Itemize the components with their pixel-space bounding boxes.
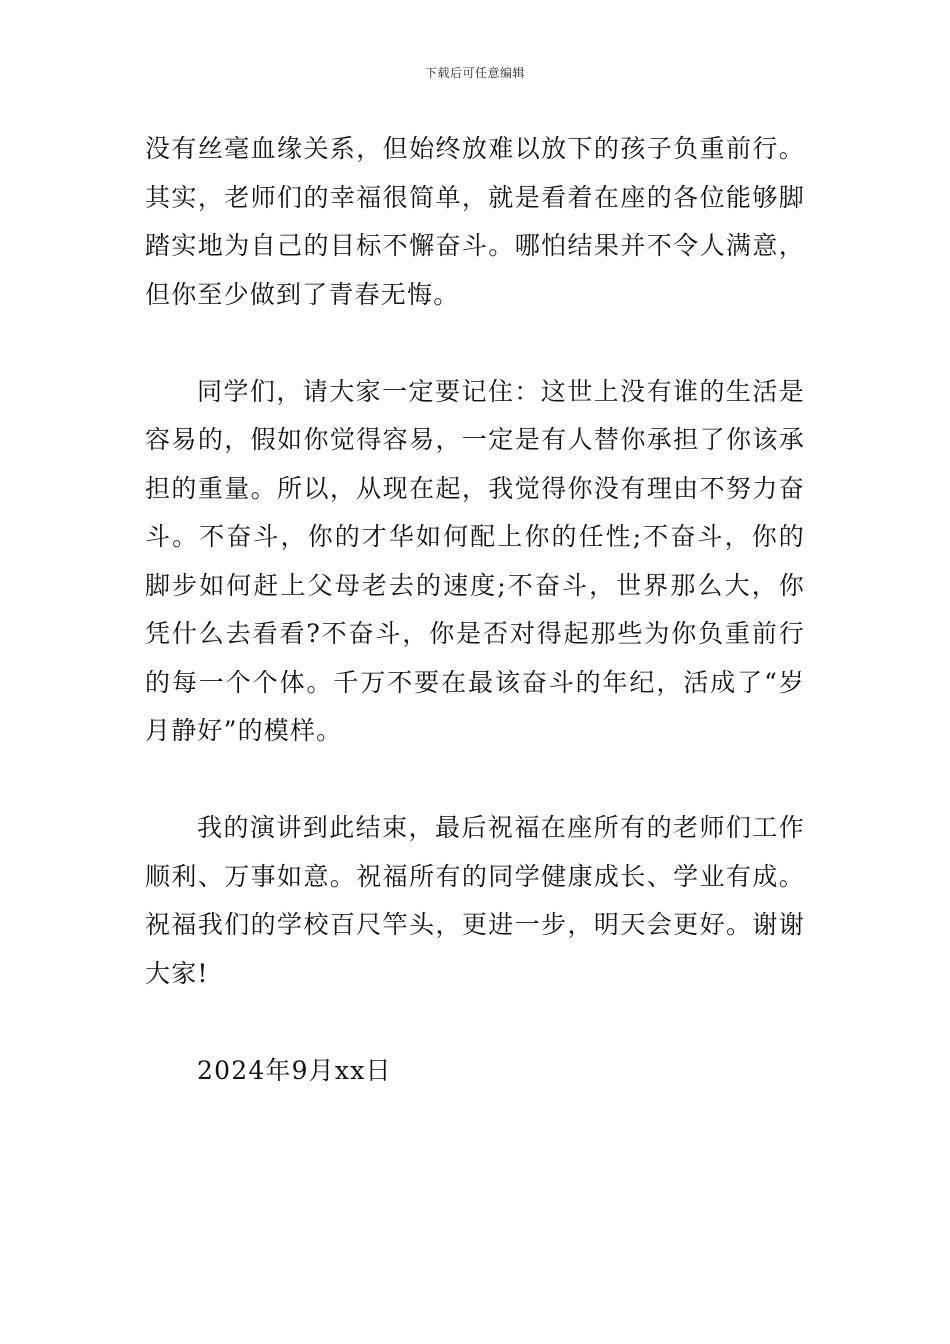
paragraph-advice: 同学们，请大家一定要记住：这世上没有谁的生活是容易的，假如你觉得容易，一定是有人替你承担了你该承担的重量。所以，从现在起，我觉得你没有理由不努力奋斗。不奋斗，你的才华如何配上你的任性;不奋斗，你的脚步如何赶上父母老去的速度;不奋斗，世界那么大，你凭什么去看看?不奋斗，你是否对得起那些为你负重前行的每一个个体。千万不要在最该奋斗的年纪，活成了“岁月静好”的模样。 xyxy=(145,376,805,745)
document-body xyxy=(145,125,805,1095)
paragraph-closing: 我的演讲到此结束，最后祝福在座所有的老师们工作顺利、万事如意。祝福所有的同学健康成长、学业有成。祝福我们的学校百尺竿头，更进一步，明天会更好。谢谢大家! xyxy=(145,813,805,988)
paragraph-spacer xyxy=(145,756,805,805)
page-header: 下载后可任意编辑 xyxy=(424,66,525,80)
paragraph-spacer xyxy=(145,319,805,368)
paragraph-continuation: 没有丝毫血缘关系，但始终放难以放下的孩子负重前行。其实，老师们的幸福很简单，就是看着在座的各位能够脚踏实地为自己的目标不懈奋斗。哪怕结果并不令人满意，但你至少做到了青春无悔。 xyxy=(145,134,805,309)
document-date: 2024年9月xx日 xyxy=(197,1055,392,1085)
paragraph-spacer xyxy=(145,998,805,1047)
